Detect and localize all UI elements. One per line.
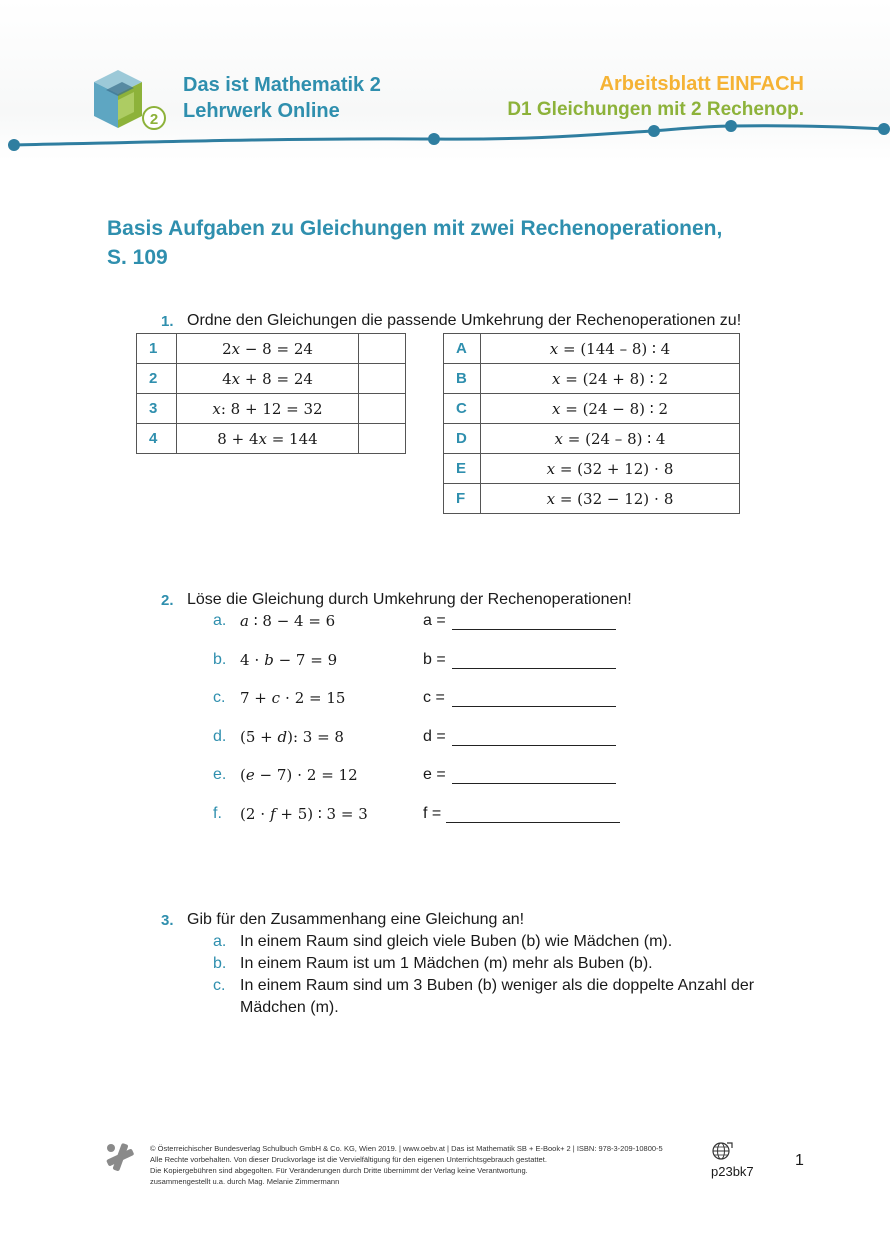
list-item bbox=[213, 651, 633, 673]
item-letter: c. bbox=[213, 977, 226, 994]
task2-number: 2. bbox=[161, 592, 174, 609]
table-row bbox=[444, 334, 740, 364]
item-letter: c. bbox=[213, 689, 226, 706]
table-row bbox=[444, 424, 740, 454]
page-title-line2: S. 109 bbox=[107, 246, 168, 269]
answer-line[interactable] bbox=[446, 822, 620, 823]
row-label: D bbox=[444, 424, 481, 454]
row-label: 1 bbox=[137, 334, 177, 364]
list-item bbox=[213, 805, 633, 827]
task1-left-table bbox=[136, 333, 406, 454]
answer-line[interactable] bbox=[452, 706, 616, 707]
online-code[interactable]: p23bk7 bbox=[711, 1164, 754, 1179]
task1-right-table bbox=[443, 333, 740, 514]
header-wave-line bbox=[0, 118, 890, 158]
row-equation: 𝑥 = (24 − 8) ∶ 2 bbox=[481, 394, 740, 424]
item-equation: (2 ⋅ 𝑓 + 5) ∶ 3 = 3 bbox=[240, 805, 368, 823]
page-title-line1: Basis Aufgaben zu Gleichungen mit zwei Rechenoperationen, bbox=[107, 217, 723, 240]
answer-cell[interactable] bbox=[359, 364, 406, 394]
task2-text: Löse die Gleichung durch Umkehrung der Rechenoperationen! bbox=[187, 591, 632, 608]
row-label: F bbox=[444, 484, 481, 514]
table-row bbox=[137, 394, 406, 424]
item-equation: (𝑒 − 7) ⋅ 2 = 12 bbox=[240, 766, 358, 784]
page-title bbox=[107, 214, 807, 272]
task3-text: Gib für den Zusammenhang eine Gleichung an! bbox=[187, 911, 525, 928]
footer-line3: Die Kopiergebühren sind abgegolten. Für Veränderungen durch Dritte übernimmt der Verlag keine Verantwortung. bbox=[150, 1166, 528, 1175]
item-letter: e. bbox=[213, 766, 227, 783]
row-equation: 𝑥 = (32 + 12) ⋅ 8 bbox=[481, 454, 740, 484]
table-row bbox=[137, 424, 406, 454]
row-equation: 𝑥 = (24 + 8) ∶ 2 bbox=[481, 364, 740, 394]
brand-line2: Lehrwerk Online bbox=[183, 100, 340, 122]
list-item bbox=[213, 612, 633, 634]
table-row bbox=[444, 394, 740, 424]
row-label: A bbox=[444, 334, 481, 364]
item-equation: 𝑎 ∶ 8 − 4 = 6 bbox=[240, 612, 336, 630]
row-equation: 𝑥 = (24 – 8) ∶ 4 bbox=[481, 424, 740, 454]
table-row bbox=[444, 364, 740, 394]
footer-line2: Alle Rechte vorbehalten. Von dieser Druckvorlage ist die Vervielfältigung für den eigenen Unterrichtsgebrauch gestattet. bbox=[150, 1155, 547, 1164]
row-equation: 𝑥 = (144 – 8) ∶ 4 bbox=[481, 334, 740, 364]
footer-line4: zusammengestellt u.a. durch Mag. Melanie Zimmermann bbox=[150, 1177, 340, 1186]
answer-label: e = bbox=[423, 766, 446, 783]
sheet-subtitle: D1 Gleichungen mit 2 Rechenop. bbox=[507, 99, 804, 120]
item-letter: b. bbox=[213, 651, 227, 668]
logo-digit: 2 bbox=[149, 111, 159, 128]
list-item bbox=[213, 766, 633, 788]
row-label: C bbox=[444, 394, 481, 424]
answer-label: f = bbox=[423, 805, 442, 822]
answer-label: b = bbox=[423, 651, 446, 668]
row-label: E bbox=[444, 454, 481, 484]
row-equation: 8 + 4𝑥 = 144 bbox=[177, 424, 359, 454]
publisher-logo-icon bbox=[104, 1141, 136, 1173]
list-item bbox=[213, 689, 633, 711]
list-item bbox=[213, 728, 633, 750]
row-label: 2 bbox=[137, 364, 177, 394]
answer-label: c = bbox=[423, 689, 445, 706]
item-text: In einem Raum sind gleich viele Buben (b) wie Mädchen (m). bbox=[240, 933, 673, 950]
answer-label: a = bbox=[423, 612, 446, 629]
brand-line1: Das ist Mathematik 2 bbox=[183, 74, 381, 96]
answer-line[interactable] bbox=[452, 783, 616, 784]
table-row bbox=[137, 364, 406, 394]
row-equation: 4𝑥 + 8 = 24 bbox=[177, 364, 359, 394]
item-equation: 4 ⋅ 𝑏 − 7 = 9 bbox=[240, 651, 338, 669]
table-row bbox=[137, 334, 406, 364]
footer-copyright bbox=[150, 1143, 690, 1187]
item-equation: 7 + 𝑐 ⋅ 2 = 15 bbox=[240, 689, 346, 707]
page-number: 1 bbox=[795, 1152, 804, 1169]
item-letter: b. bbox=[213, 955, 227, 972]
row-equation: 𝑥 = (32 − 12) ⋅ 8 bbox=[481, 484, 740, 514]
globe-icon[interactable] bbox=[712, 1141, 734, 1161]
answer-cell[interactable] bbox=[359, 334, 406, 364]
item-equation: (5 + 𝑑): 3 = 8 bbox=[240, 728, 344, 746]
item-text: In einem Raum sind um 3 Buben (b) weniger als die doppelte Anzahl der Mädchen (m). bbox=[240, 977, 755, 1016]
answer-cell[interactable] bbox=[359, 394, 406, 424]
answer-line[interactable] bbox=[452, 668, 616, 669]
answer-line[interactable] bbox=[452, 629, 616, 630]
sheet-title: Arbeitsblatt EINFACH bbox=[599, 73, 804, 95]
row-equation: 2𝑥 − 8 = 24 bbox=[177, 334, 359, 364]
row-equation: 𝑥: 8 + 12 = 32 bbox=[177, 394, 359, 424]
brand-title bbox=[183, 72, 381, 124]
task1-text: Ordne den Gleichungen die passende Umkehrung der Rechenoperationen zu! bbox=[187, 312, 742, 329]
answer-label: d = bbox=[423, 728, 446, 745]
table-row bbox=[444, 484, 740, 514]
task1-number: 1. bbox=[161, 313, 174, 330]
answer-cell[interactable] bbox=[359, 424, 406, 454]
row-label: 3 bbox=[137, 394, 177, 424]
task3-number: 3. bbox=[161, 912, 174, 929]
item-letter: a. bbox=[213, 933, 227, 950]
row-label: B bbox=[444, 364, 481, 394]
item-letter: a. bbox=[213, 612, 227, 629]
item-letter: d. bbox=[213, 728, 227, 745]
table-row bbox=[444, 454, 740, 484]
item-text: In einem Raum ist um 1 Mädchen (m) mehr als Buben (b). bbox=[240, 955, 653, 972]
answer-line[interactable] bbox=[452, 745, 616, 746]
item-letter: f. bbox=[213, 805, 222, 822]
row-label: 4 bbox=[137, 424, 177, 454]
footer-line1: © Österreichischer Bundesverlag Schulbuch GmbH & Co. KG, Wien 2019. | www.oebv.at | Das ist Mathematik SB + E-Book+ 2 | ISBN: 978-3-209-10800-5 bbox=[150, 1144, 663, 1153]
